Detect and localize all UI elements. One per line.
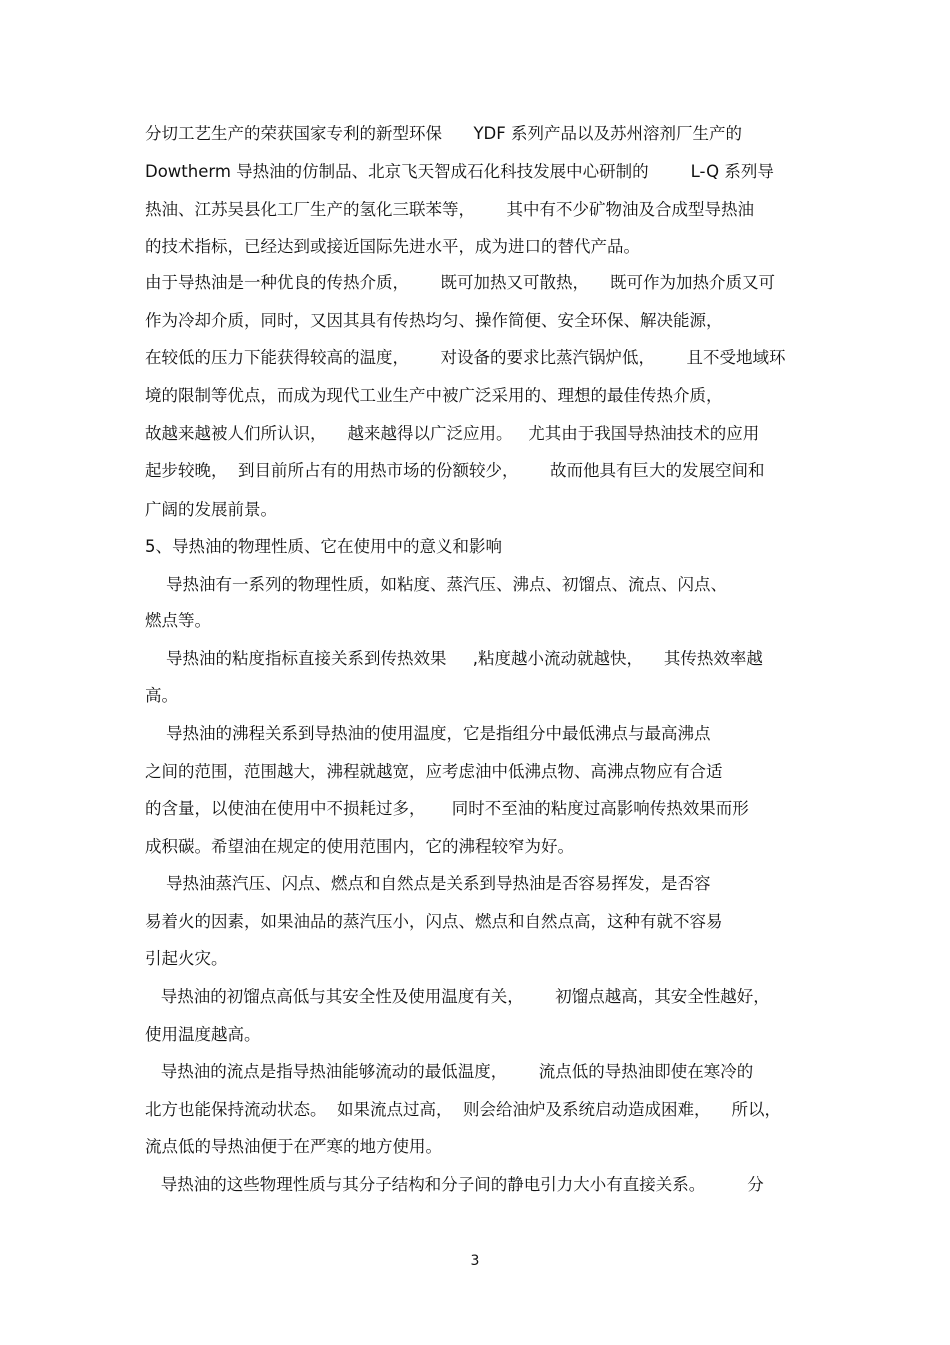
text-line: 导热油的流点是指导热油能够流动的最低温度， 流点低的导热油即使在寒冷的 [145, 1062, 754, 1081]
text-line: 导热油的这些物理性质与其分子结构和分子间的静电引力大小有直接关系。 分 [145, 1175, 764, 1194]
text-line: 起步较晚， 到目前所占有的用热市场的份额较少， 故而他具有巨大的发展空间和 [145, 461, 765, 480]
text-line: 导热油的沸程关系到导热油的使用温度，它是指组分中最低沸点与最高沸点 [145, 724, 711, 743]
text-line: 导热油的初馏点高低与其安全性及使用温度有关， 初馏点越高，其安全性越好， [145, 987, 770, 1006]
text-line: 燃点等。 [145, 611, 211, 630]
text-line: 分切工艺生产的荣获国家专利的新型环保 YDF 系列产品以及苏州溶剂厂生产的 [145, 124, 742, 143]
text-line: 热油、江苏吴县化工厂生产的氢化三联苯等， 其中有不少矿物油及合成型导热油 [145, 200, 754, 219]
text-line: 的技术指标，已经达到或接近国际先进水平，成为进口的替代产品。 [145, 237, 640, 256]
text-line: 的含量，以使油在使用中不损耗过多， 同时不至油的粘度过高影响传热效果而形 [145, 799, 749, 818]
text-line: 高。 [145, 686, 178, 705]
text-line: 广阔的发展前景。 [145, 500, 277, 519]
text-line: 北方也能保持流动状态。 如果流点过高， 则会给油炉及系统启动造成困难， 所以， [145, 1100, 781, 1119]
text-line: Dowtherm 导热油的仿制品、北京飞天智成石化科技发展中心研制的 L-Q 系列导 [145, 162, 774, 181]
text-line: 导热油的粘度指标直接关系到传热效果 ,粘度越小流动就越快， 其传热效率越 [145, 649, 763, 668]
text-line: 导热油有一系列的物理性质，如粘度、蒸汽压、沸点、初馏点、流点、闪点、 [145, 575, 727, 594]
text-line: 成积碳。希望油在规定的使用范围内，它的沸程较窄为好。 [145, 837, 574, 856]
text-line: 由于导热油是一种优良的传热介质， 既可加热又可散热， 既可作为加热介质又可 [145, 273, 775, 292]
text-line: 作为冷却介质，同时，又因其具有传热均匀、操作简便、安全环保、解决能源， [145, 311, 723, 330]
text-line: 导热油蒸汽压、闪点、燃点和自然点是关系到导热油是否容易挥发，是否容 [145, 874, 711, 893]
text-line: 故越来越被人们所认识， 越来越得以广泛应用。 尤其由于我国导热油技术的应用 [145, 424, 760, 443]
text-line: 流点低的导热油便于在严寒的地方使用。 [145, 1137, 442, 1156]
text-line: 引起火灾。 [145, 949, 228, 968]
text-line: 使用温度越高。 [145, 1025, 261, 1044]
text-line: 之间的范围，范围越大，沸程就越宽，应考虑油中低沸点物、高沸点物应有合适 [145, 762, 723, 781]
section-heading: 5、导热油的物理性质、它在使用中的意义和影响 [145, 537, 502, 556]
text-line: 在较低的压力下能获得较高的温度， 对设备的要求比蒸汽锅炉低， 且不受地域环 [145, 348, 786, 367]
text-line: 境的限制等优点，而成为现代工业生产中被广泛采用的、理想的最佳传热介质， [145, 386, 723, 405]
page-number: 3 [470, 1253, 480, 1269]
text-line: 易着火的因素，如果油品的蒸汽压小，闪点、燃点和自然点高，这种有就不容易 [145, 912, 723, 931]
